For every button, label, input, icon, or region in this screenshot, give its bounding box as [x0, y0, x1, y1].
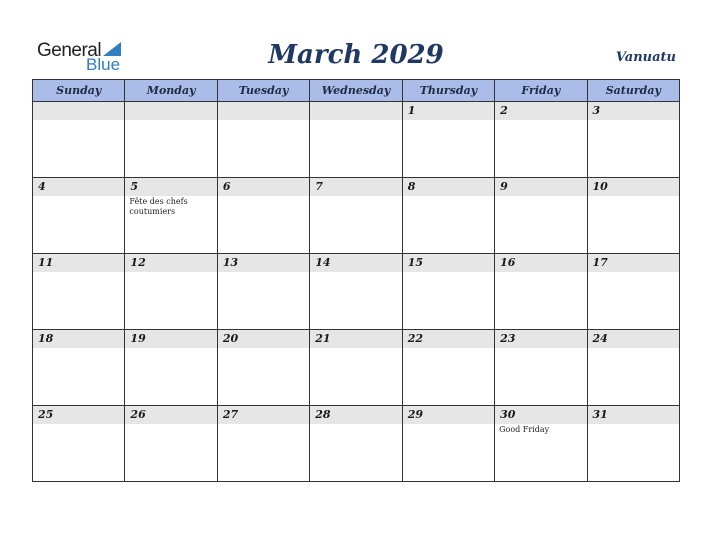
day-cell — [402, 254, 494, 330]
day-number: 7 — [315, 180, 323, 193]
day-header-bar — [403, 178, 494, 196]
day-cell — [217, 330, 309, 406]
day-cell — [310, 178, 402, 254]
day-cell — [402, 178, 494, 254]
day-cell — [310, 330, 402, 406]
day-header-bar — [310, 102, 401, 120]
day-header-bar — [588, 102, 679, 120]
day-cell — [587, 330, 679, 406]
day-cell — [495, 330, 587, 406]
day-cell — [125, 178, 217, 254]
day-cell — [402, 102, 494, 178]
page-title: March 2029 — [268, 40, 444, 70]
week-row — [33, 330, 680, 406]
day-number: 4 — [38, 180, 46, 193]
day-number: 14 — [315, 256, 331, 269]
day-header-bar — [125, 178, 216, 196]
calendar-grid — [32, 79, 680, 482]
day-number: 15 — [407, 256, 423, 269]
day-number: 16 — [500, 256, 516, 269]
day-number: 30 — [500, 408, 516, 421]
weekday-friday: Friday — [495, 80, 587, 102]
day-cell — [495, 254, 587, 330]
day-cell — [495, 178, 587, 254]
day-number: 26 — [130, 408, 146, 421]
day-number: 19 — [130, 332, 146, 345]
day-header-bar — [403, 102, 494, 120]
day-header-bar — [310, 178, 401, 196]
day-cell — [310, 102, 402, 178]
logo-general-text: General — [37, 40, 102, 61]
day-cell — [495, 102, 587, 178]
day-number: 17 — [592, 256, 608, 269]
weekday-header-row — [33, 80, 680, 102]
day-header-bar — [218, 102, 309, 120]
day-number: 8 — [407, 180, 416, 193]
day-number: 18 — [38, 332, 54, 345]
holiday-event: Good Friday — [499, 425, 550, 434]
day-number: 11 — [38, 256, 54, 269]
day-cell — [587, 102, 679, 178]
day-number: 20 — [222, 332, 239, 345]
day-cell — [217, 102, 309, 178]
country-label: Vanuatu — [615, 50, 676, 65]
day-cell — [125, 330, 217, 406]
day-cell — [402, 330, 494, 406]
day-number: 3 — [592, 104, 601, 117]
week-row — [33, 254, 680, 330]
week-row — [33, 406, 680, 482]
day-cell — [33, 406, 125, 482]
day-cell — [33, 178, 125, 254]
day-cell — [33, 102, 125, 178]
day-number: 25 — [38, 408, 54, 421]
weekday-tuesday: Tuesday — [217, 80, 309, 102]
day-cell — [310, 406, 402, 482]
week-row — [33, 178, 680, 254]
day-header-bar — [33, 102, 124, 120]
day-number: 28 — [315, 408, 331, 421]
day-cell — [310, 254, 402, 330]
day-number: 21 — [315, 332, 331, 345]
day-cell — [217, 178, 309, 254]
day-cell — [125, 406, 217, 482]
day-number: 23 — [500, 332, 516, 345]
day-cell — [33, 254, 125, 330]
day-cell — [402, 406, 494, 482]
week-row — [33, 102, 680, 178]
day-cell — [217, 254, 309, 330]
day-cell — [587, 254, 679, 330]
day-cell — [217, 406, 309, 482]
day-cell — [495, 406, 587, 482]
day-header-bar — [495, 102, 586, 120]
day-cell — [587, 406, 679, 482]
day-number: 5 — [130, 180, 139, 193]
day-number: 29 — [407, 408, 423, 421]
day-number: 9 — [500, 180, 508, 193]
day-cell — [125, 254, 217, 330]
day-number: 27 — [222, 408, 239, 421]
weekday-monday: Monday — [125, 80, 217, 102]
day-number: 2 — [500, 104, 508, 117]
day-number: 1 — [407, 104, 416, 117]
day-number: 22 — [407, 332, 423, 345]
day-header-bar — [218, 178, 309, 196]
weekday-saturday: Saturday — [587, 80, 679, 102]
day-number: 31 — [592, 408, 608, 421]
day-cell — [33, 330, 125, 406]
day-header-bar — [125, 102, 216, 120]
weekday-wednesday: Wednesday — [310, 80, 402, 102]
day-header-bar — [33, 178, 124, 196]
day-number: 24 — [592, 332, 608, 345]
day-cell — [125, 102, 217, 178]
holiday-event: Fête des chefs coutumiers — [129, 197, 188, 216]
day-cell — [587, 178, 679, 254]
logo-blue-text: Blue — [86, 55, 121, 74]
day-number: 6 — [222, 180, 231, 193]
day-header-bar — [495, 178, 586, 196]
weekday-sunday: Sunday — [33, 80, 125, 102]
day-number: 10 — [592, 180, 608, 193]
day-number: 13 — [222, 256, 239, 269]
day-number: 12 — [130, 256, 146, 269]
weekday-thursday: Thursday — [402, 80, 494, 102]
